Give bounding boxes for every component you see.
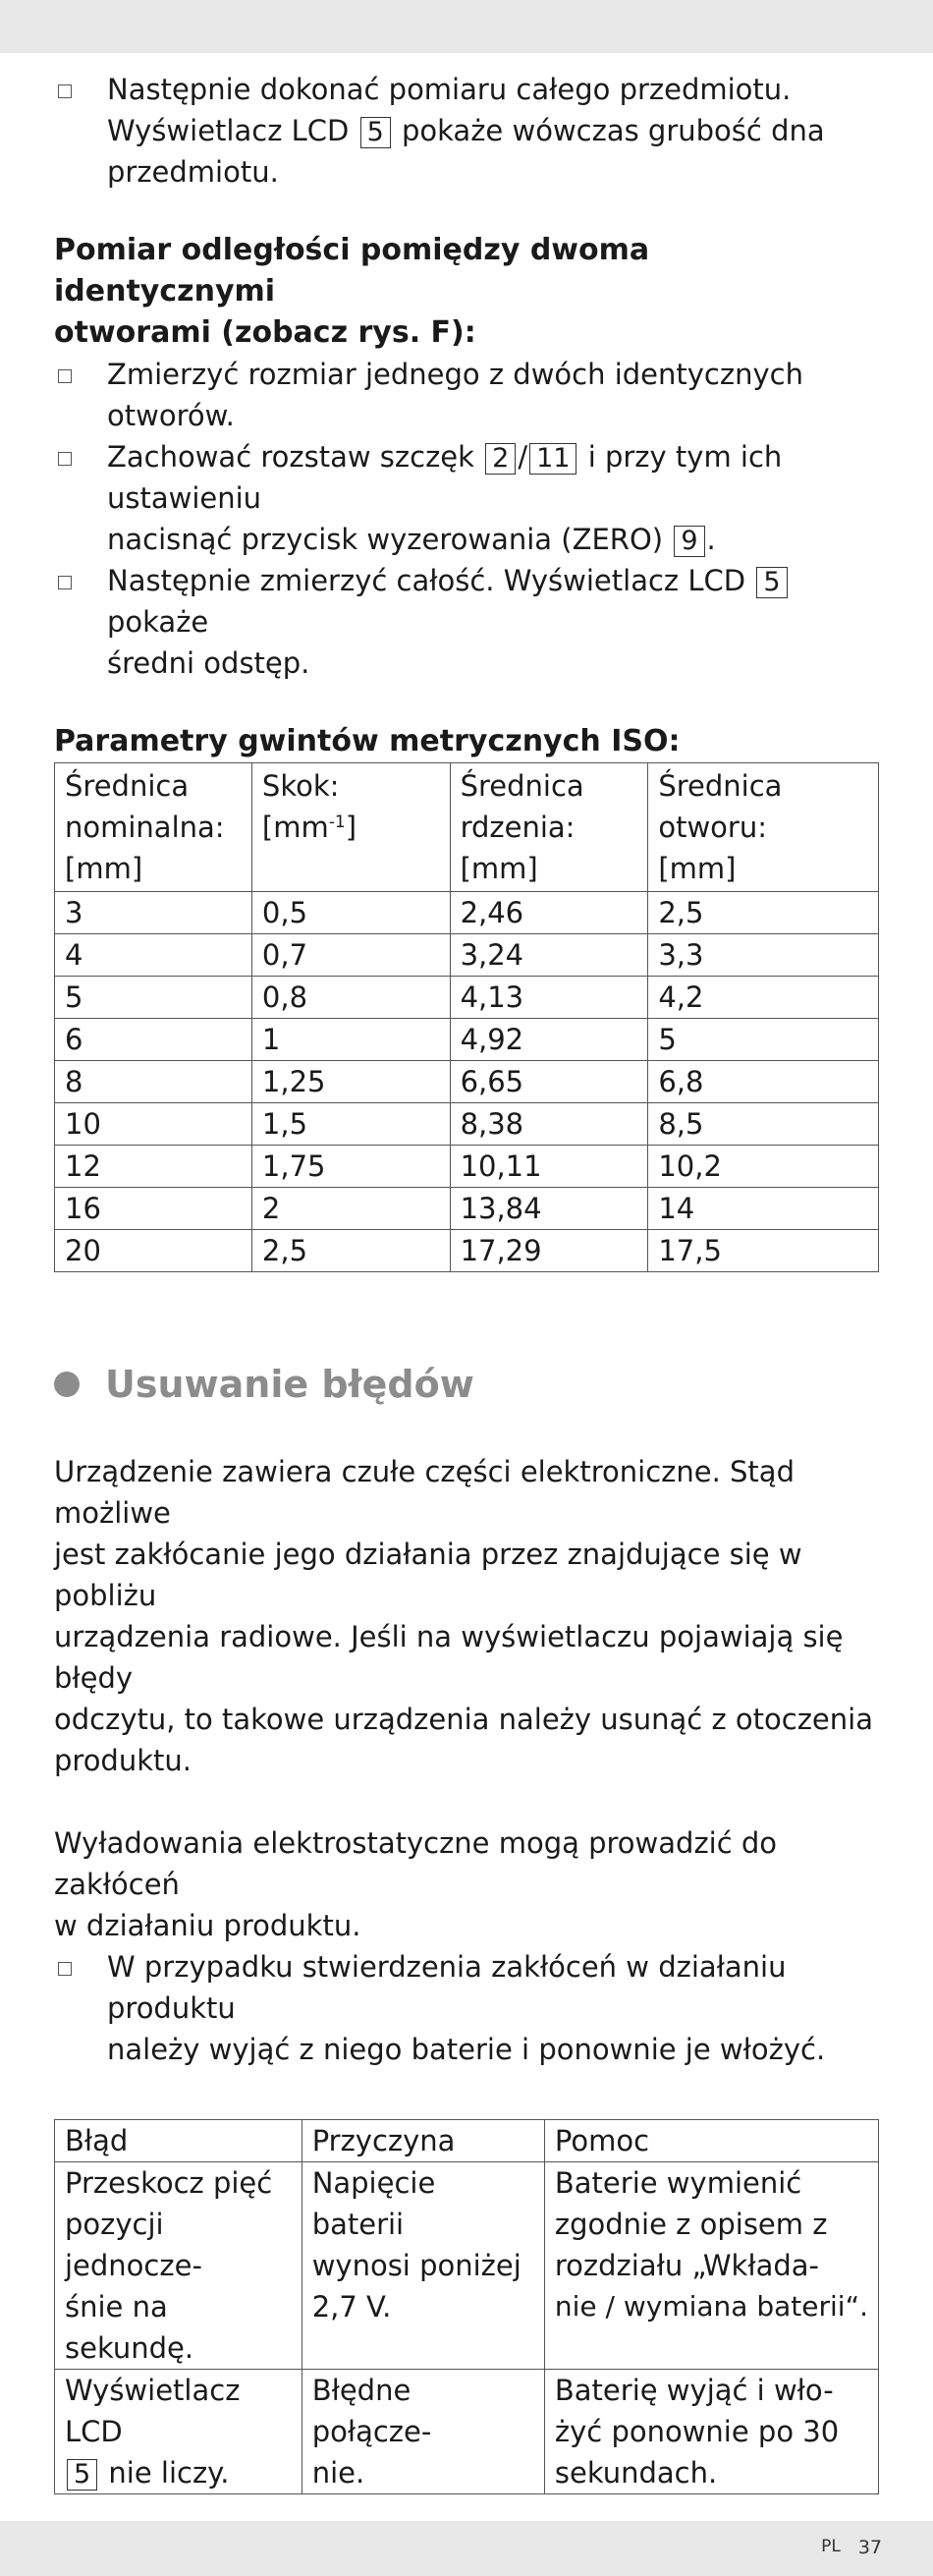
- error-cell: [302, 2162, 544, 2370]
- iso-table-row: [55, 1146, 879, 1188]
- holes-bullet-2-post: i przy tym ich ustawieniu: [107, 440, 783, 515]
- iso-table-row: [55, 1230, 879, 1272]
- iso-cell: 6,8: [648, 1061, 879, 1103]
- iso-cell: 6,65: [450, 1061, 648, 1103]
- iso-cell: 14: [648, 1188, 879, 1230]
- iso-cell: 10,2: [648, 1146, 879, 1188]
- iso-table-row: [55, 934, 879, 977]
- cell-line: [65, 2452, 292, 2493]
- cell-line: nie / wymiana baterii“.: [554, 2290, 868, 2323]
- cell-line: zgodnie z opisem z: [554, 2208, 828, 2241]
- iso-table-row: [55, 1019, 879, 1061]
- iso-cell: 0,7: [251, 934, 450, 977]
- ref-number-box: 9: [674, 526, 704, 557]
- checkbox-square-icon: [58, 369, 72, 383]
- iso-cell: 10,11: [450, 1146, 648, 1188]
- holes-section-title-2: otworami (zobacz rys. F):: [54, 315, 476, 350]
- paragraph-line: Urządzenie zawiera czułe części elektroniczne. Stąd możliwe: [54, 1455, 795, 1530]
- iso-cell: 0,8: [251, 977, 450, 1019]
- checkbox-square-icon: [58, 84, 72, 98]
- header-line: [mm]: [460, 852, 538, 885]
- ref-number-box: 5: [360, 117, 391, 148]
- intro-bullet: [54, 69, 879, 193]
- iso-cell: 4,2: [648, 977, 879, 1019]
- paragraph-line: odczytu, to takowe urządzenia należy usunąć z otoczenia: [54, 1703, 873, 1736]
- iso-cell: 20: [55, 1230, 252, 1272]
- holes-section-title-1: Pomiar odległości pomiędzy dwoma identycznymi: [54, 233, 650, 308]
- ref-separator: /: [518, 440, 528, 474]
- troubleshooting-title: Usuwanie błędów: [105, 1363, 474, 1406]
- ref-number-box: 5: [756, 567, 787, 598]
- iso-table-header-row: [55, 763, 879, 892]
- ref-number-box: 2: [485, 443, 516, 475]
- troubleshooting-bullet: [54, 1946, 879, 2070]
- header-line: [mm]: [65, 852, 143, 885]
- cell-text: nie liczy.: [108, 2456, 230, 2490]
- troubleshooting-paragraph-2: [54, 1822, 879, 1946]
- bullet-line: należy wyjąć z niego baterie i ponownie je włożyć.: [107, 2033, 826, 2066]
- cell-line: nie.: [311, 2456, 365, 2490]
- iso-cell: 1,5: [251, 1103, 450, 1146]
- error-header-cell: Pomoc: [544, 2120, 878, 2162]
- paragraph-line: jest zakłócanie jego działania przez znajdujące się w pobliżu: [54, 1538, 802, 1612]
- header-line: Średnica: [460, 769, 584, 803]
- iso-cell: 16: [55, 1188, 252, 1230]
- cell-line: Przeskocz pięć: [65, 2166, 273, 2200]
- checkbox-square-icon: [58, 1962, 72, 1976]
- paragraph-line: produktu.: [54, 1744, 192, 1777]
- holes-bullet-1-text: Zmierzyć rozmiar jednego z dwóch identycznych otworów.: [107, 358, 803, 432]
- iso-table-body: [55, 892, 879, 1272]
- error-cell: [55, 2370, 302, 2494]
- troubleshooting-paragraph-1: [54, 1451, 879, 1781]
- iso-cell: 4: [55, 934, 252, 977]
- iso-table-row: [55, 892, 879, 934]
- cell-line: śnie na sekundę.: [65, 2290, 194, 2365]
- error-table-row: [55, 2370, 879, 2494]
- iso-cell: 2: [251, 1188, 450, 1230]
- iso-cell: 13,84: [450, 1188, 648, 1230]
- header-line: otworu:: [658, 811, 767, 844]
- iso-header-cell: [450, 763, 648, 892]
- holes-bullet-1: [54, 354, 879, 436]
- header-line: nominalna:: [65, 811, 225, 844]
- iso-cell: 2,5: [251, 1230, 450, 1272]
- iso-cell: 17,5: [648, 1230, 879, 1272]
- iso-header-cell: [55, 763, 252, 892]
- intro-line-3: przedmiotu.: [107, 155, 279, 189]
- checkbox-square-icon: [58, 576, 72, 589]
- cell-line: 2,7 V.: [311, 2290, 392, 2324]
- troubleshooting-heading: [54, 1363, 879, 1406]
- iso-thread-table: [54, 762, 879, 1272]
- holes-bullet-3-line-1: [107, 560, 879, 643]
- iso-cell: 3,24: [450, 934, 648, 977]
- cell-line: Napięcie baterii: [311, 2166, 436, 2241]
- iso-cell: 8,5: [648, 1103, 879, 1146]
- iso-cell: 5: [55, 977, 252, 1019]
- iso-cell: 6: [55, 1019, 252, 1061]
- error-cell: [55, 2162, 302, 2370]
- intro-line-2-pre: Wyświetlacz LCD: [107, 114, 350, 147]
- page-content: [54, 69, 879, 2494]
- footer-page-number: 37: [857, 2537, 882, 2558]
- bullet-dot-icon: [54, 1372, 80, 1397]
- holes-bullet-3-pre: Następnie zmierzyć całość. Wyświetlacz LCD: [107, 564, 746, 597]
- paragraph-line: w działaniu produktu.: [54, 1909, 361, 1942]
- holes-bullet-2-line-1: [107, 436, 879, 519]
- error-table-header-row: [55, 2120, 879, 2162]
- cell-line: sekundach.: [554, 2456, 718, 2490]
- cell-line: Baterię wyjąć i wło-: [554, 2374, 834, 2407]
- page-footer: [821, 2537, 882, 2558]
- iso-cell: 8: [55, 1061, 252, 1103]
- holes-bullet-2: [54, 436, 879, 560]
- ref-number-box: 11: [529, 443, 576, 475]
- iso-cell: 2,46: [450, 892, 648, 934]
- cell-line: rozdziału „Wkłada-: [554, 2249, 820, 2282]
- iso-cell: 5: [648, 1019, 879, 1061]
- iso-cell: 1,25: [251, 1061, 450, 1103]
- error-cell: [544, 2162, 878, 2370]
- iso-table-row: [55, 1188, 879, 1230]
- holes-bullet-2-line-2-text: nacisnąć przycisk wyzerowania (ZERO): [107, 523, 664, 556]
- cell-line: Wyświetlacz LCD: [65, 2374, 241, 2448]
- error-header-cell: Błąd: [55, 2120, 302, 2162]
- cell-line: wynosi poniżej: [311, 2249, 521, 2282]
- checkbox-square-icon: [58, 452, 72, 466]
- iso-cell: 10: [55, 1103, 252, 1146]
- footer-language: PL: [821, 2537, 841, 2556]
- cell-line: żyć ponownie po 30: [554, 2415, 840, 2448]
- header-line: Średnica: [65, 769, 190, 803]
- holes-bullet-2-end: .: [706, 523, 716, 556]
- iso-cell: 8,38: [450, 1103, 648, 1146]
- iso-cell: 0,5: [251, 892, 450, 934]
- bottom-margin-band: [0, 2521, 933, 2576]
- holes-bullet-3: [54, 560, 879, 684]
- error-table: [54, 2119, 879, 2494]
- unit-exponent: -1: [328, 812, 346, 832]
- holes-bullet-2-pre: Zachować rozstaw szczęk: [107, 440, 474, 474]
- paragraph-line: urządzenia radiowe. Jeśli na wyświetlaczu pojawiają się błędy: [54, 1620, 844, 1695]
- iso-header-cell: [648, 763, 879, 892]
- intro-line-2: [107, 110, 879, 151]
- iso-cell: 1: [251, 1019, 450, 1061]
- holes-bullet-3-post: pokaże: [107, 605, 209, 639]
- holes-bullet-3-line-2: średni odstęp.: [107, 646, 310, 680]
- iso-cell: 4,92: [450, 1019, 648, 1061]
- header-line: Średnica: [658, 769, 783, 803]
- error-table-row: [55, 2162, 879, 2370]
- iso-cell: 3,3: [648, 934, 879, 977]
- bullet-line: W przypadku stwierdzenia zakłóceń w działaniu produktu: [107, 1950, 787, 2025]
- header-line: [mm]: [658, 852, 737, 885]
- top-margin-band: [0, 0, 933, 53]
- iso-cell: 12: [55, 1146, 252, 1188]
- intro-line-2-post: pokaże wówczas grubość dna: [402, 114, 825, 147]
- iso-table-row: [55, 977, 879, 1019]
- error-cell: [544, 2370, 878, 2494]
- iso-table-row: [55, 1061, 879, 1103]
- iso-cell: 17,29: [450, 1230, 648, 1272]
- header-line: [262, 807, 440, 848]
- cell-line: pozycji jednocze-: [65, 2208, 202, 2282]
- iso-cell: 4,13: [450, 977, 648, 1019]
- iso-table-title: Parametry gwintów metrycznych ISO:: [54, 724, 681, 758]
- iso-cell: 2,5: [648, 892, 879, 934]
- holes-bullet-2-line-2: [107, 519, 879, 560]
- cell-line: Błędne połącze-: [311, 2374, 432, 2448]
- iso-table-row: [55, 1103, 879, 1146]
- unit-close: ]: [345, 811, 357, 844]
- header-line: rdzenia:: [460, 811, 576, 844]
- iso-cell: 3: [55, 892, 252, 934]
- error-cell: [302, 2370, 544, 2494]
- paragraph-line: Wyładowania elektrostatyczne mogą prowadzić do zakłóceń: [54, 1826, 778, 1901]
- unit-text: [mm: [261, 811, 329, 844]
- cell-line: Baterie wymienić: [554, 2166, 802, 2200]
- error-header-cell: Przyczyna: [302, 2120, 544, 2162]
- header-line: Skok:: [261, 769, 340, 803]
- iso-cell: 1,75: [251, 1146, 450, 1188]
- ref-number-box: 5: [67, 2459, 97, 2491]
- iso-header-cell: [251, 763, 450, 892]
- intro-line-1: Następnie dokonać pomiaru całego przedmiotu.: [107, 73, 792, 106]
